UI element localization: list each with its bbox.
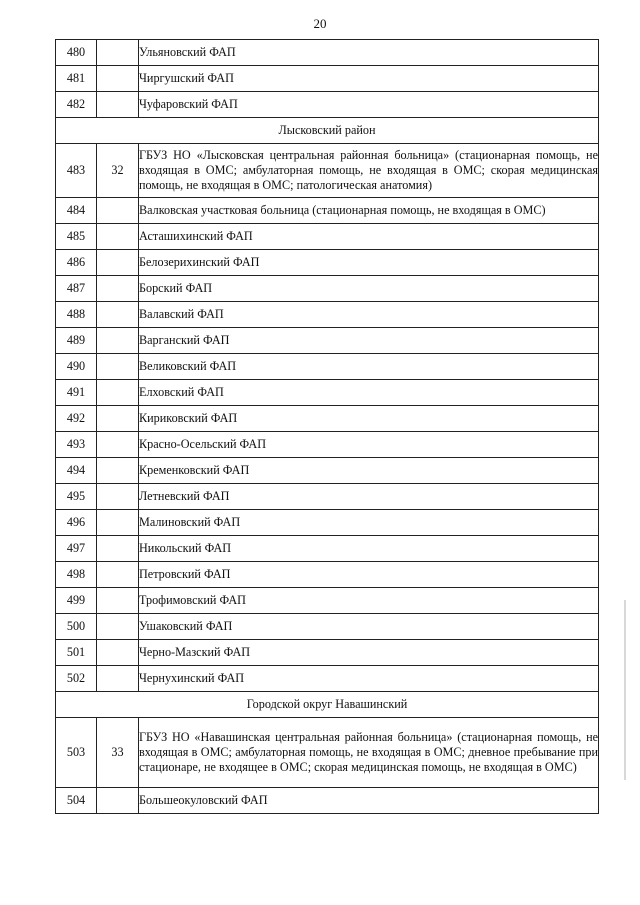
institution-code	[97, 40, 139, 66]
table-row	[56, 588, 599, 614]
row-number: 489	[56, 328, 97, 354]
table-row	[56, 380, 599, 406]
medical-facilities-table	[55, 39, 599, 814]
table-row	[56, 40, 599, 66]
section-title: Лысковский район	[56, 118, 599, 144]
row-number: 495	[56, 484, 97, 510]
row-number: 500	[56, 614, 97, 640]
row-number: 481	[56, 66, 97, 92]
section-header-row	[56, 692, 599, 718]
institution-code	[97, 484, 139, 510]
row-number: 498	[56, 562, 97, 588]
facility-name: Большеокуловский ФАП	[139, 788, 599, 814]
facility-name: Кириковский ФАП	[139, 406, 599, 432]
institution-code	[97, 788, 139, 814]
table-row	[56, 484, 599, 510]
table-row	[56, 328, 599, 354]
institution-code	[97, 406, 139, 432]
table-row	[56, 224, 599, 250]
facility-name: Чуфаровский ФАП	[139, 92, 599, 118]
table-row	[56, 666, 599, 692]
facility-name: Черно-Мазский ФАП	[139, 640, 599, 666]
row-number: 502	[56, 666, 97, 692]
table-row	[56, 788, 599, 814]
facility-name: Варганский ФАП	[139, 328, 599, 354]
table-row	[56, 510, 599, 536]
row-number: 497	[56, 536, 97, 562]
row-number: 488	[56, 302, 97, 328]
table-row	[56, 640, 599, 666]
facility-name: ГБУЗ НО «Навашинская центральная районная больница» (стационарная помощь, не входящая в ОМС; амбулаторная помощь, не входящая в ОМС; дневное пребывание при стационаре, не входящее в ОМС; скорая медицинская помощь, не входящая в ОМС)	[139, 718, 599, 788]
facility-name: Малиновский ФАП	[139, 510, 599, 536]
table-row	[56, 250, 599, 276]
institution-code	[97, 92, 139, 118]
institution-code	[97, 354, 139, 380]
institution-code	[97, 458, 139, 484]
facility-name: Чиргушский ФАП	[139, 66, 599, 92]
row-number: 493	[56, 432, 97, 458]
facility-name: Ушаковский ФАП	[139, 614, 599, 640]
row-number: 491	[56, 380, 97, 406]
section-header-row	[56, 118, 599, 144]
row-number: 504	[56, 788, 97, 814]
facility-name: Чернухинский ФАП	[139, 666, 599, 692]
institution-code	[97, 224, 139, 250]
institution-code	[97, 614, 139, 640]
page-number: 20	[313, 16, 327, 31]
facility-name: Валавский ФАП	[139, 302, 599, 328]
table-row	[56, 198, 599, 224]
facility-name: Никольский ФАП	[139, 536, 599, 562]
row-number: 487	[56, 276, 97, 302]
table-row	[56, 144, 599, 198]
institution-code: 32	[97, 144, 139, 198]
institution-code	[97, 510, 139, 536]
table-body	[56, 40, 599, 814]
table-row	[56, 66, 599, 92]
scan-edge-mark	[624, 600, 626, 780]
institution-code	[97, 640, 139, 666]
institution-code	[97, 302, 139, 328]
row-number: 484	[56, 198, 97, 224]
institution-code	[97, 588, 139, 614]
institution-code	[97, 276, 139, 302]
institution-code: 33	[97, 718, 139, 788]
institution-code	[97, 380, 139, 406]
facility-name: Петровский ФАП	[139, 562, 599, 588]
table-row	[56, 536, 599, 562]
table-row	[56, 718, 599, 788]
facility-name: Трофимовский ФАП	[139, 588, 599, 614]
facility-name: Кременковский ФАП	[139, 458, 599, 484]
table-row	[56, 458, 599, 484]
row-number: 492	[56, 406, 97, 432]
row-number: 483	[56, 144, 97, 198]
institution-code	[97, 562, 139, 588]
row-number: 494	[56, 458, 97, 484]
table-row	[56, 562, 599, 588]
facility-name: Белозерихинский ФАП	[139, 250, 599, 276]
table-row	[56, 276, 599, 302]
facility-name: Ульяновский ФАП	[139, 40, 599, 66]
table-row	[56, 406, 599, 432]
row-number: 485	[56, 224, 97, 250]
row-number: 480	[56, 40, 97, 66]
table-row	[56, 92, 599, 118]
section-title: Городской округ Навашинский	[56, 692, 599, 718]
institution-code	[97, 666, 139, 692]
facility-name: Красно-Осельский ФАП	[139, 432, 599, 458]
table-row	[56, 614, 599, 640]
institution-code	[97, 250, 139, 276]
row-number: 486	[56, 250, 97, 276]
row-number: 499	[56, 588, 97, 614]
row-number: 482	[56, 92, 97, 118]
table-row	[56, 432, 599, 458]
table-row	[56, 354, 599, 380]
institution-code	[97, 432, 139, 458]
row-number: 503	[56, 718, 97, 788]
institution-code	[97, 66, 139, 92]
institution-code	[97, 536, 139, 562]
institution-code	[97, 198, 139, 224]
institution-code	[97, 328, 139, 354]
facility-name: Елховский ФАП	[139, 380, 599, 406]
row-number: 501	[56, 640, 97, 666]
facility-name: Валковская участковая больница (стационарная помощь, не входящая в ОМС)	[139, 198, 599, 224]
table-row	[56, 302, 599, 328]
row-number: 496	[56, 510, 97, 536]
facility-name: Летневский ФАП	[139, 484, 599, 510]
facility-name: ГБУЗ НО «Лысковская центральная районная больница» (стационарная помощь, не входящая в ОМС; амбулаторная помощь, не входящая в ОМС; скорая медицинская помощь, не входящая в ОМС; патологическая анатомия)	[139, 144, 599, 198]
row-number: 490	[56, 354, 97, 380]
facility-name: Борский ФАП	[139, 276, 599, 302]
facility-name: Великовский ФАП	[139, 354, 599, 380]
facility-name: Асташихинский ФАП	[139, 224, 599, 250]
